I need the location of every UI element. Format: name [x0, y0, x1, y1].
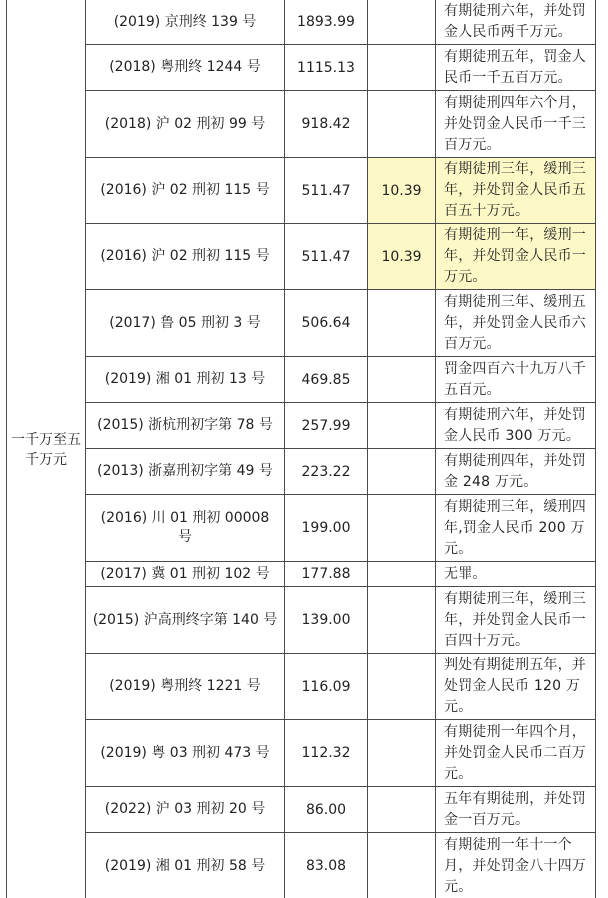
amount-cell: 511.47	[285, 224, 368, 290]
extra-cell	[368, 0, 436, 45]
case-table-body	[7, 0, 596, 898]
table-row	[7, 403, 596, 449]
table-row	[7, 654, 596, 720]
extra-cell	[368, 787, 436, 833]
amount-cell: 1115.13	[285, 45, 368, 91]
case-number-cell: (2019) 粤刑终 1221 号	[86, 654, 285, 720]
table-row	[7, 91, 596, 158]
extra-cell-highlighted: 10.39	[368, 158, 436, 224]
extra-cell	[368, 449, 436, 495]
sentence-cell: 有期徒刑四年六个月，并处罚金人民币一千三百万元。	[436, 91, 596, 158]
extra-cell	[368, 587, 436, 654]
table-row	[7, 290, 596, 357]
sentence-cell: 罚金四百六十九万八千五百元。	[436, 357, 596, 403]
sentence-cell: 有期徒刑一年十一个月，并处罚金八十四万元。	[436, 833, 596, 898]
case-number-cell: (2016) 沪 02 刑初 115 号	[86, 224, 285, 290]
table-row	[7, 495, 596, 562]
sentence-cell: 有期徒刑三年，缓刑三年，并处罚金人民币一百四十万元。	[436, 587, 596, 654]
amount-cell: 1893.99	[285, 0, 368, 45]
sentence-cell: 有期徒刑四年，并处罚金 248 万元。	[436, 449, 596, 495]
extra-cell	[368, 357, 436, 403]
sentence-cell: 有期徒刑一年四个月，并处罚金人民币二百万元。	[436, 720, 596, 787]
amount-cell: 469.85	[285, 357, 368, 403]
case-number-cell: (2017) 鲁 05 刑初 3 号	[86, 290, 285, 357]
extra-cell	[368, 91, 436, 158]
case-number-cell: (2016) 川 01 刑初 00008 号	[86, 495, 285, 562]
case-number-cell: (2019) 湘 01 刑初 13 号	[86, 357, 285, 403]
sentence-cell: 有期徒刑六年，并处罚金人民币两千万元。	[436, 0, 596, 45]
sentence-cell: 有期徒刑六年，并处罚金人民币 300 万元。	[436, 403, 596, 449]
table-row	[7, 224, 596, 290]
table-row	[7, 562, 596, 587]
table-row	[7, 833, 596, 898]
sentence-cell: 五年有期徒刑，并处罚金一百万元。	[436, 787, 596, 833]
case-number-cell: (2019) 湘 01 刑初 58 号	[86, 833, 285, 898]
amount-cell: 139.00	[285, 587, 368, 654]
case-number-cell: (2022) 沪 03 刑初 20 号	[86, 787, 285, 833]
extra-cell-highlighted: 10.39	[368, 224, 436, 290]
table-row	[7, 587, 596, 654]
case-number-cell: (2017) 冀 01 刑初 102 号	[86, 562, 285, 587]
sentence-cell: 有期徒刑五年，罚金人民币一千五百万元。	[436, 45, 596, 91]
table-row	[7, 787, 596, 833]
extra-cell	[368, 562, 436, 587]
case-number-cell: (2015) 沪高刑终字第 140 号	[86, 587, 285, 654]
extra-cell	[368, 403, 436, 449]
extra-cell	[368, 720, 436, 787]
table-row	[7, 357, 596, 403]
case-number-cell: (2013) 浙嘉刑初字第 49 号	[86, 449, 285, 495]
extra-cell	[368, 45, 436, 91]
sentence-cell: 判处有期徒刑五年，并处罚金人民币 120 万元。	[436, 654, 596, 720]
case-table	[6, 0, 596, 898]
sentence-cell: 无罪。	[436, 562, 596, 587]
table-row	[7, 45, 596, 91]
case-number-cell: (2019) 京刑终 139 号	[86, 0, 285, 45]
amount-cell: 83.08	[285, 833, 368, 898]
amount-cell: 257.99	[285, 403, 368, 449]
extra-cell	[368, 495, 436, 562]
amount-cell: 511.47	[285, 158, 368, 224]
extra-cell	[368, 290, 436, 357]
table-row	[7, 720, 596, 787]
amount-cell: 506.64	[285, 290, 368, 357]
sentence-cell: 有期徒刑一年，缓刑一年，并处罚金人民币一万元。	[436, 224, 596, 290]
amount-cell: 112.32	[285, 720, 368, 787]
sentence-cell: 有期徒刑三年，缓刑四年,罚金人民币 200 万元。	[436, 495, 596, 562]
case-number-cell: (2018) 粤刑终 1244 号	[86, 45, 285, 91]
extra-cell	[368, 654, 436, 720]
table-row	[7, 0, 596, 45]
case-number-cell: (2015) 浙杭刑初字第 78 号	[86, 403, 285, 449]
case-number-cell: (2019) 粤 03 刑初 473 号	[86, 720, 285, 787]
sentence-cell: 有期徒刑三年，缓刑三年，并处罚金人民币五百五十万元。	[436, 158, 596, 224]
case-number-cell: (2018) 沪 02 刑初 99 号	[86, 91, 285, 158]
sentence-cell: 有期徒刑三年、缓刑五年，并处罚金人民币六百万元。	[436, 290, 596, 357]
amount-cell: 177.88	[285, 562, 368, 587]
group-label-cell	[7, 0, 86, 898]
amount-cell: 199.00	[285, 495, 368, 562]
amount-cell: 116.09	[285, 654, 368, 720]
group-label: 一千万至五千万元	[11, 431, 81, 468]
table-row	[7, 158, 596, 224]
extra-cell	[368, 833, 436, 898]
amount-cell: 86.00	[285, 787, 368, 833]
amount-cell: 223.22	[285, 449, 368, 495]
table-row	[7, 449, 596, 495]
amount-cell: 918.42	[285, 91, 368, 158]
case-number-cell: (2016) 沪 02 刑初 115 号	[86, 158, 285, 224]
